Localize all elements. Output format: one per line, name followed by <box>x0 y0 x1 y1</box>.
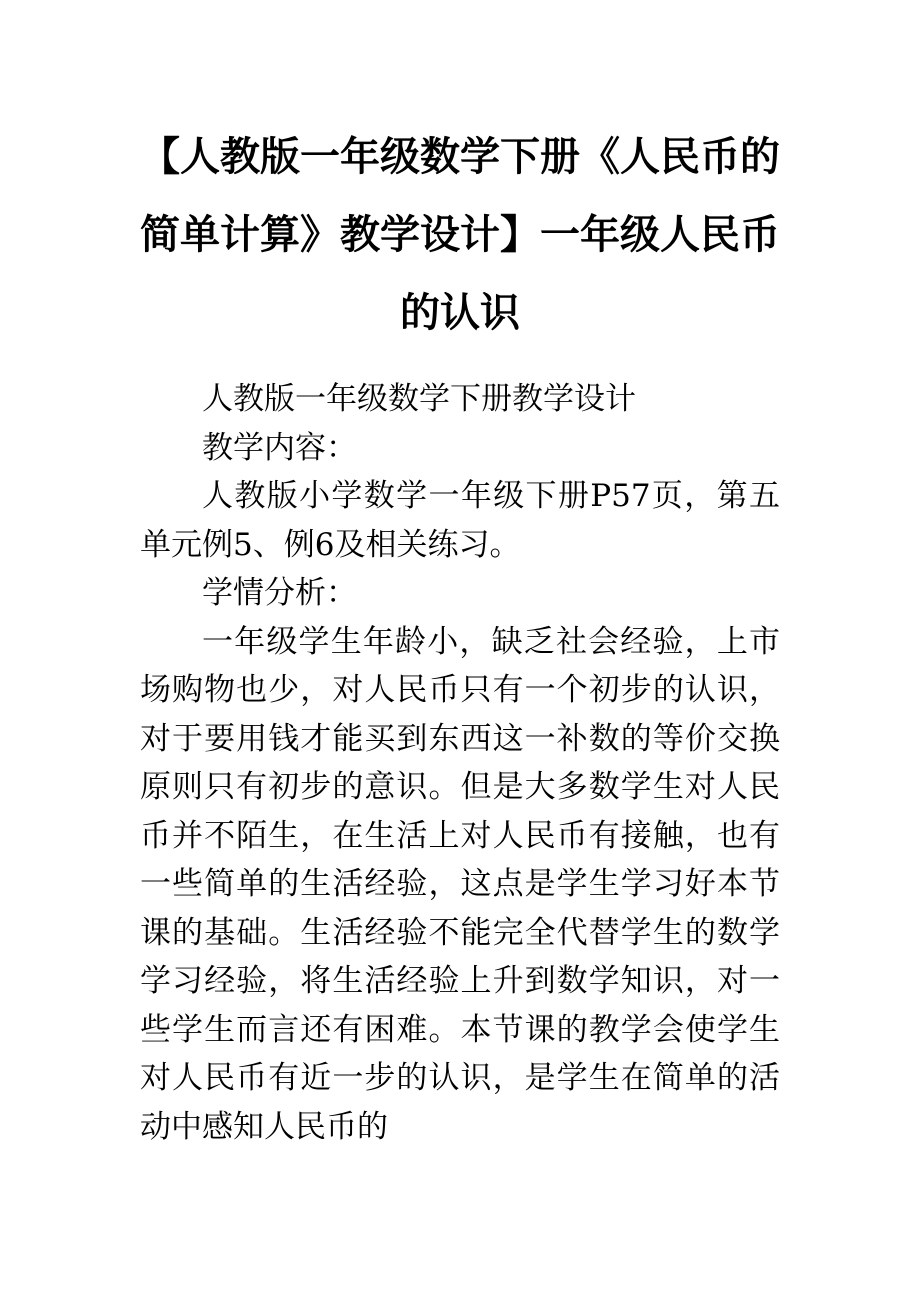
paragraph-content: 人教版小学数学一年级下册P57页，第五单元例5、例6及相关练习。 <box>140 478 780 563</box>
paragraph-analysis-heading: 学情分析： <box>202 575 357 611</box>
paragraph-analysis: 一年级学生年龄小，缺乏社会经验，上市场购物也少，对人民币只有一个初步的认识，对于要用钱才能买到东西这一补数的等价交换原则只有初步的意识。但是大多数学生对人民币并不陌生，在生活上对人民币有接触，也有一些简单的生活经验，这点是学生学习好本节课的基础。生活经验不能完全代替学生的数学学习经验，将生活经验上升到数学知识，对一些学生而言还有困难。本节课的教学会使学生对人民币有近一步的认识，是学生在简单的活动中感知人民币的 <box>140 623 780 1145</box>
document-title: 【人教版一年级数学下册《人民币的简单计算》教学设计】一年级人民币的认识 <box>140 134 780 336</box>
paragraph-content-heading: 教学内容： <box>202 429 357 466</box>
paragraph-subtitle: 人教版一年级数学下册教学设计 <box>202 381 636 417</box>
document-body <box>140 375 780 1151</box>
